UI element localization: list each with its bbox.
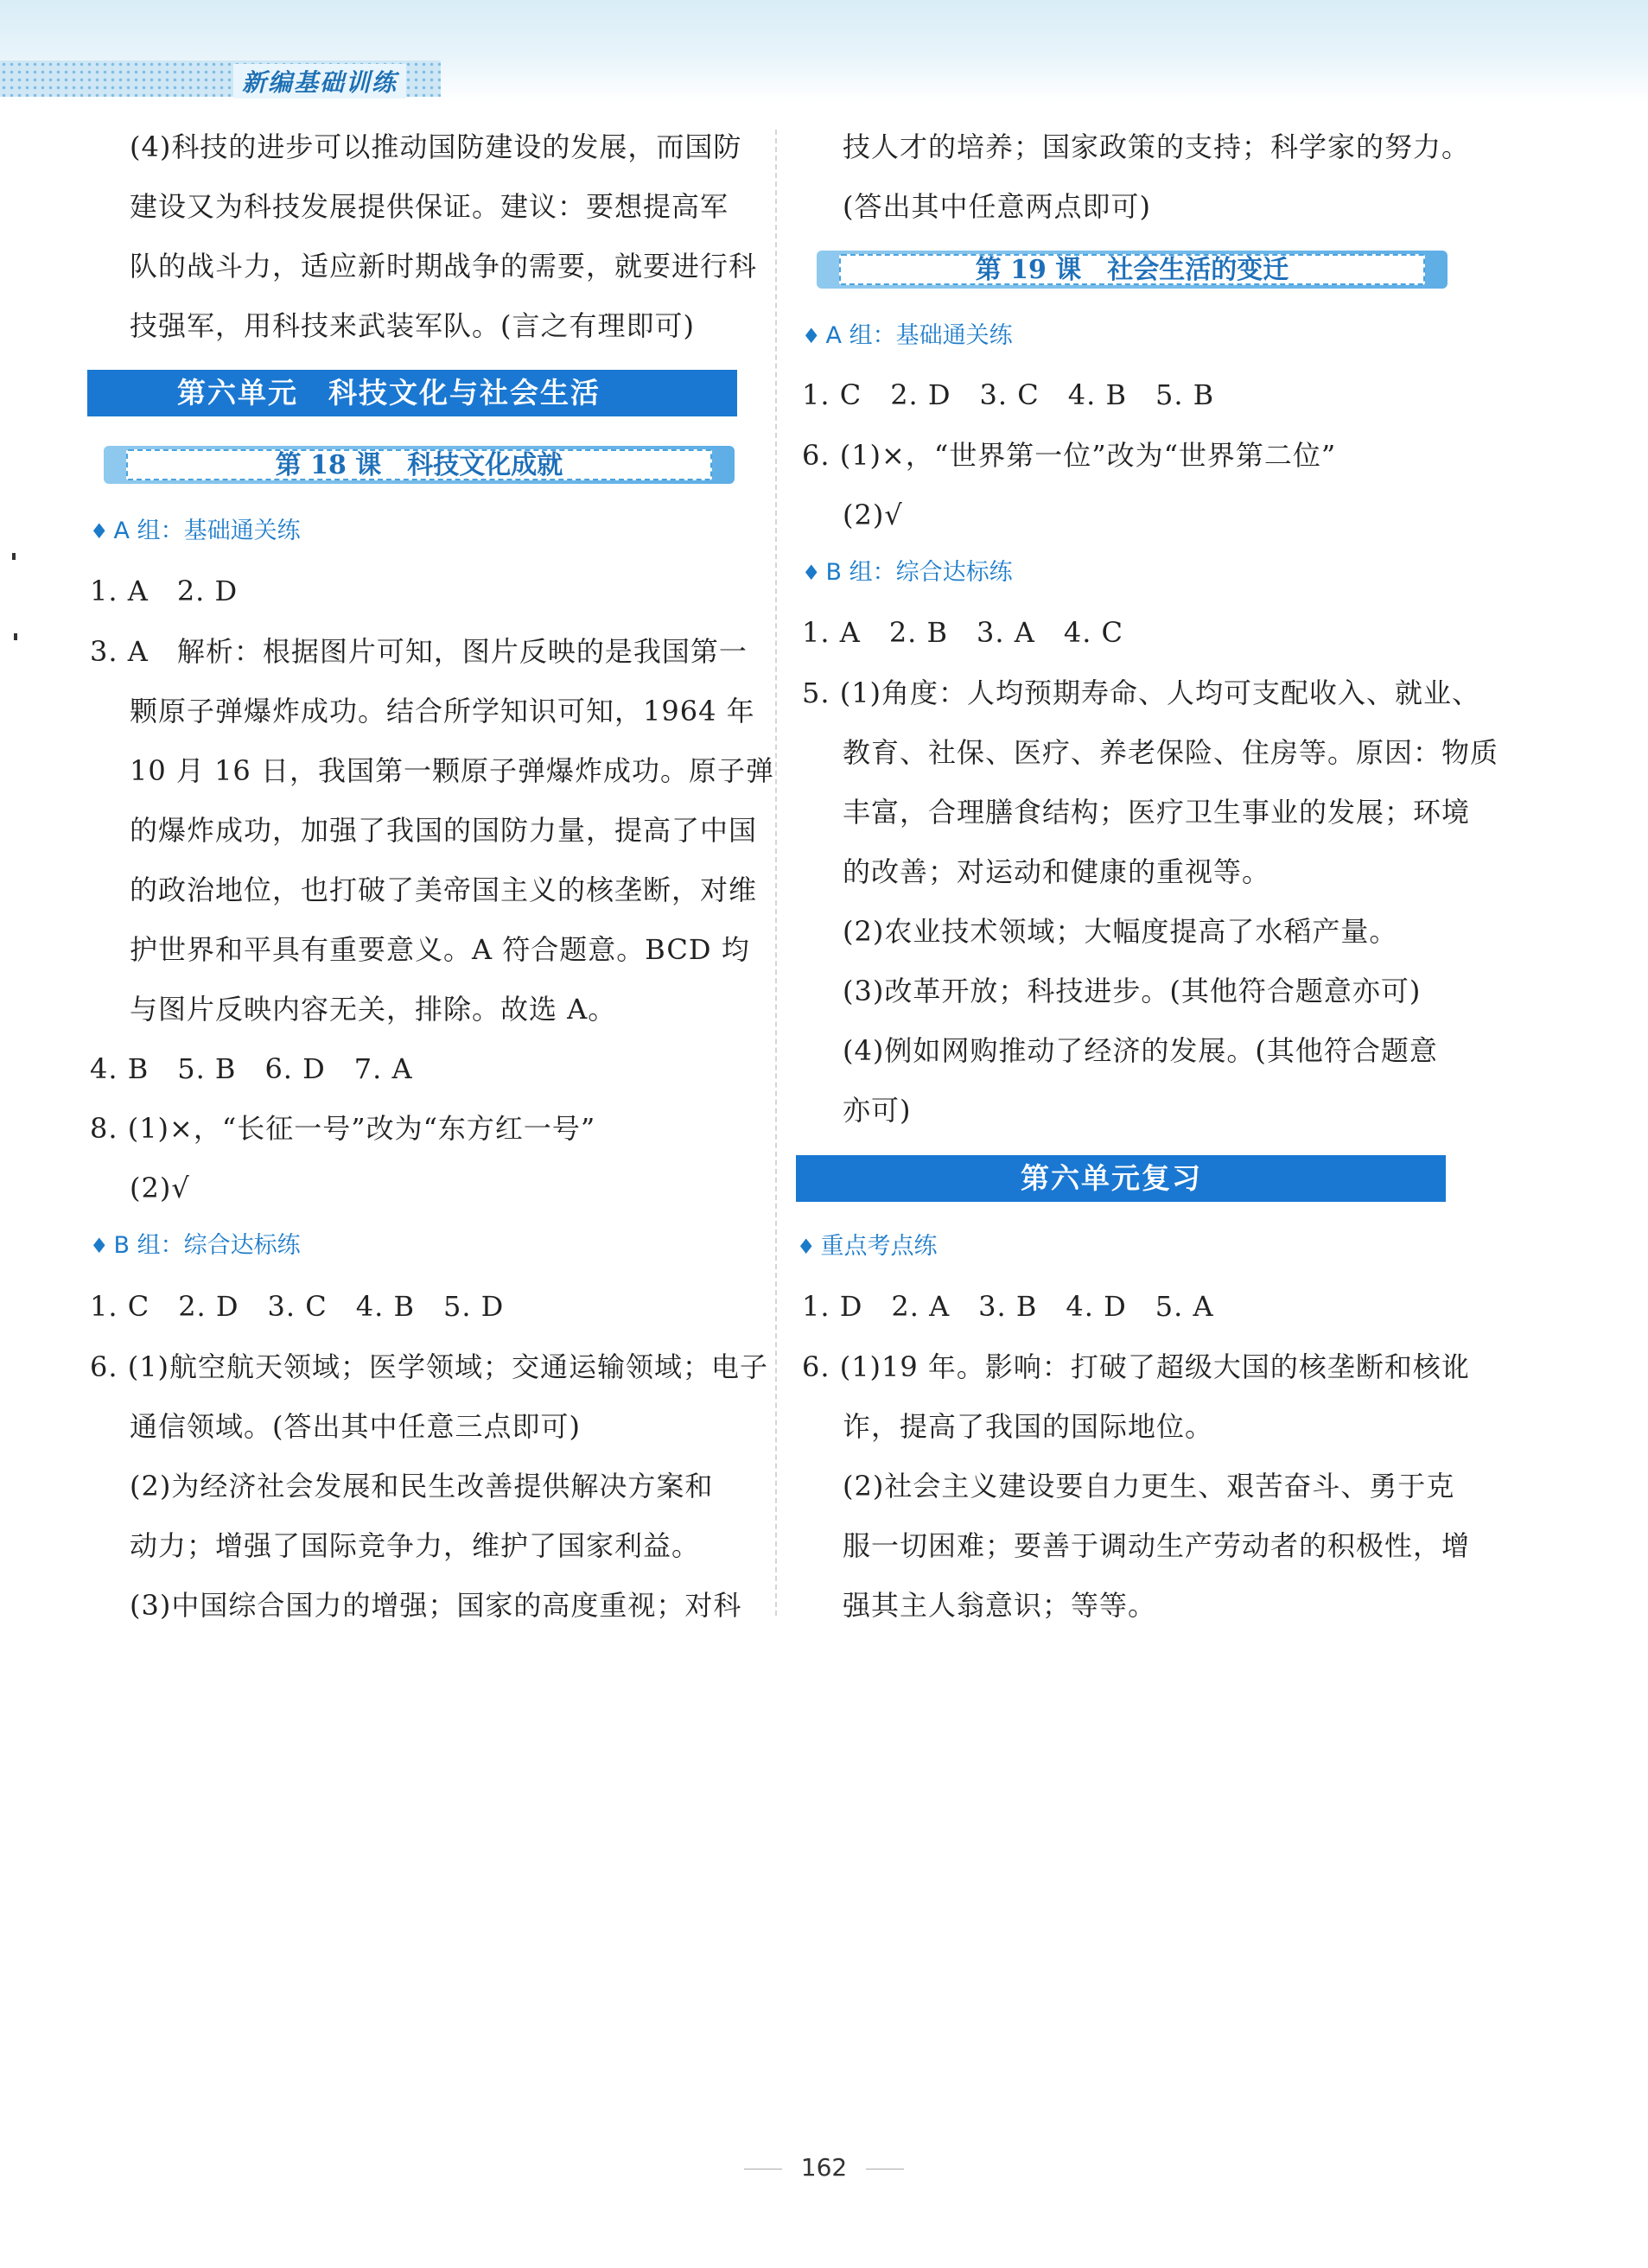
group-b-label: B 组：综合达标练: [113, 1232, 301, 1259]
text-line: (4)科技的进步可以推动国防建设的发展，而国防: [130, 130, 742, 163]
answer-line: 1. C 2. D 3. C 4. B 5. D: [90, 1290, 505, 1323]
text-line: (答出其中任意两点即可): [843, 190, 1151, 223]
answer-line: 3. A 解析：根据图片可知，图片反映的是我国第一: [90, 635, 748, 668]
answer-line: 4. B 5. B 6. D 7. A: [90, 1052, 413, 1085]
answer-line: 1. A 2. B 3. A 4. C: [802, 616, 1124, 649]
text-line: 亦可): [843, 1094, 912, 1127]
answer-line: 1. C 2. D 3. C 4. B 5. B: [802, 378, 1215, 411]
group-a-label: A 组：基础通关练: [113, 518, 301, 544]
group-a-label: A 组：基础通关练: [825, 322, 1013, 349]
answer-line: 1. D 2. A 3. B 4. D 5. A: [802, 1290, 1214, 1323]
review-title: 第六单元复习: [1021, 1161, 1202, 1195]
text-line: (2)社会主义建设要自力更生、艰苦奋斗、勇于克: [843, 1470, 1455, 1502]
page-number: [0, 2153, 1648, 2182]
answer-line: 6. (1)19 年。影响：打破了超级大国的核垄断和核讹: [802, 1350, 1470, 1383]
text-line: 护世界和平具有重要意义。A 符合题意。BCD 均: [130, 933, 750, 966]
text-line: 技强军，用科技来武装军队。(言之有理即可): [130, 309, 695, 342]
margin-mark: [14, 633, 17, 640]
diamond-icon: ♦: [90, 1234, 109, 1258]
diamond-icon: ♦: [802, 324, 821, 348]
lesson-title: 第 19 课 社会生活的变迁: [839, 254, 1425, 285]
group-b-heading: [90, 1229, 301, 1263]
brand-title: 新编基础训练: [233, 64, 406, 98]
text-line: 动力；增强了国际竞争力，维护了国家利益。: [130, 1529, 701, 1562]
group-a-heading: [802, 319, 1013, 353]
group-b-heading: [802, 556, 1013, 590]
lesson-title: 第 18 课 科技文化成就: [126, 449, 712, 480]
unit-title: 第六单元 科技文化与社会生活: [177, 376, 601, 410]
answer-line: 6. (1)×，“世界第一位”改为“世界第二位”: [802, 439, 1337, 472]
group-a-heading: [90, 514, 301, 549]
diamond-icon: ♦: [797, 1235, 816, 1259]
text-line: (2)农业技术领域；大幅度提高了水稻产量。: [843, 915, 1398, 948]
answer-line: 8. (1)×，“长征一号”改为“东方红一号”: [90, 1112, 596, 1145]
review-heading: [796, 1155, 1446, 1202]
lesson-heading: [817, 251, 1448, 289]
text-line: (3)中国综合国力的增强；国家的高度重视；对科: [130, 1589, 742, 1622]
key-points-label: 重点考点练: [820, 1233, 938, 1260]
text-line: 颗原子弹爆炸成功。结合所学知识可知，1964 年: [130, 695, 755, 727]
key-points-heading: [797, 1229, 938, 1264]
text-line: 通信领域。(答出其中任意三点即可): [130, 1410, 581, 1443]
text-line: 丰富，合理膳食结构；医疗卫生事业的发展；环境: [843, 796, 1471, 829]
answer-line: 1. A 2. D: [90, 575, 239, 607]
column-divider: [775, 130, 777, 1616]
answer-line: 6. (1)航空航天领域；医学领域；交通运输领域；电子: [90, 1350, 769, 1383]
text-line: (2)√: [130, 1172, 190, 1204]
text-line: (2)为经济社会发展和民生改善提供解决方案和: [130, 1470, 714, 1502]
text-line: 的政治地位，也打破了美帝国主义的核垄断，对维: [130, 874, 758, 906]
text-line: 诈，提高了我国的国际地位。: [843, 1410, 1214, 1443]
brand-tab: [0, 60, 441, 97]
text-line: 与图片反映内容无关，排除。故选 A。: [130, 993, 617, 1026]
text-line: (3)改革开放；科技进步。(其他符合题意亦可): [843, 975, 1422, 1007]
text-line: 技人才的培养；国家政策的支持；科学家的努力。: [843, 130, 1471, 163]
text-line: 强其主人翁意识；等等。: [843, 1589, 1157, 1622]
page-number-text: 162: [800, 2153, 848, 2182]
text-line: 10 月 16 日，我国第一颗原子弹爆炸成功。原子弹: [130, 754, 774, 787]
text-line: 的改善；对运动和健康的重视等。: [843, 855, 1271, 888]
text-line: (4)例如网购推动了经济的发展。(其他符合题意: [843, 1034, 1438, 1067]
text-line: 服一切困难；要善于调动生产劳动者的积极性，增: [843, 1529, 1471, 1562]
text-line: 队的战斗力，适应新时期战争的需要，就要进行科: [130, 250, 758, 283]
answer-line: 5. (1)角度：人均预期寿命、人均可支配收入、就业、: [802, 677, 1481, 709]
rule: [744, 2169, 782, 2170]
text-line: 的爆炸成功，加强了我国的国防力量，提高了中国: [130, 814, 758, 847]
margin-mark: [12, 553, 16, 560]
diamond-icon: ♦: [90, 519, 109, 543]
rule: [866, 2169, 904, 2170]
text-line: 建设又为科技发展提供保证。建议：要想提高军: [130, 190, 729, 223]
text-line: 教育、社保、医疗、养老保险、住房等。原因：物质: [843, 736, 1499, 769]
lesson-heading: [104, 446, 735, 484]
text-line: (2)√: [843, 499, 903, 531]
group-b-label: B 组：综合达标练: [825, 559, 1013, 586]
unit-heading: [87, 370, 737, 416]
diamond-icon: ♦: [802, 561, 821, 585]
